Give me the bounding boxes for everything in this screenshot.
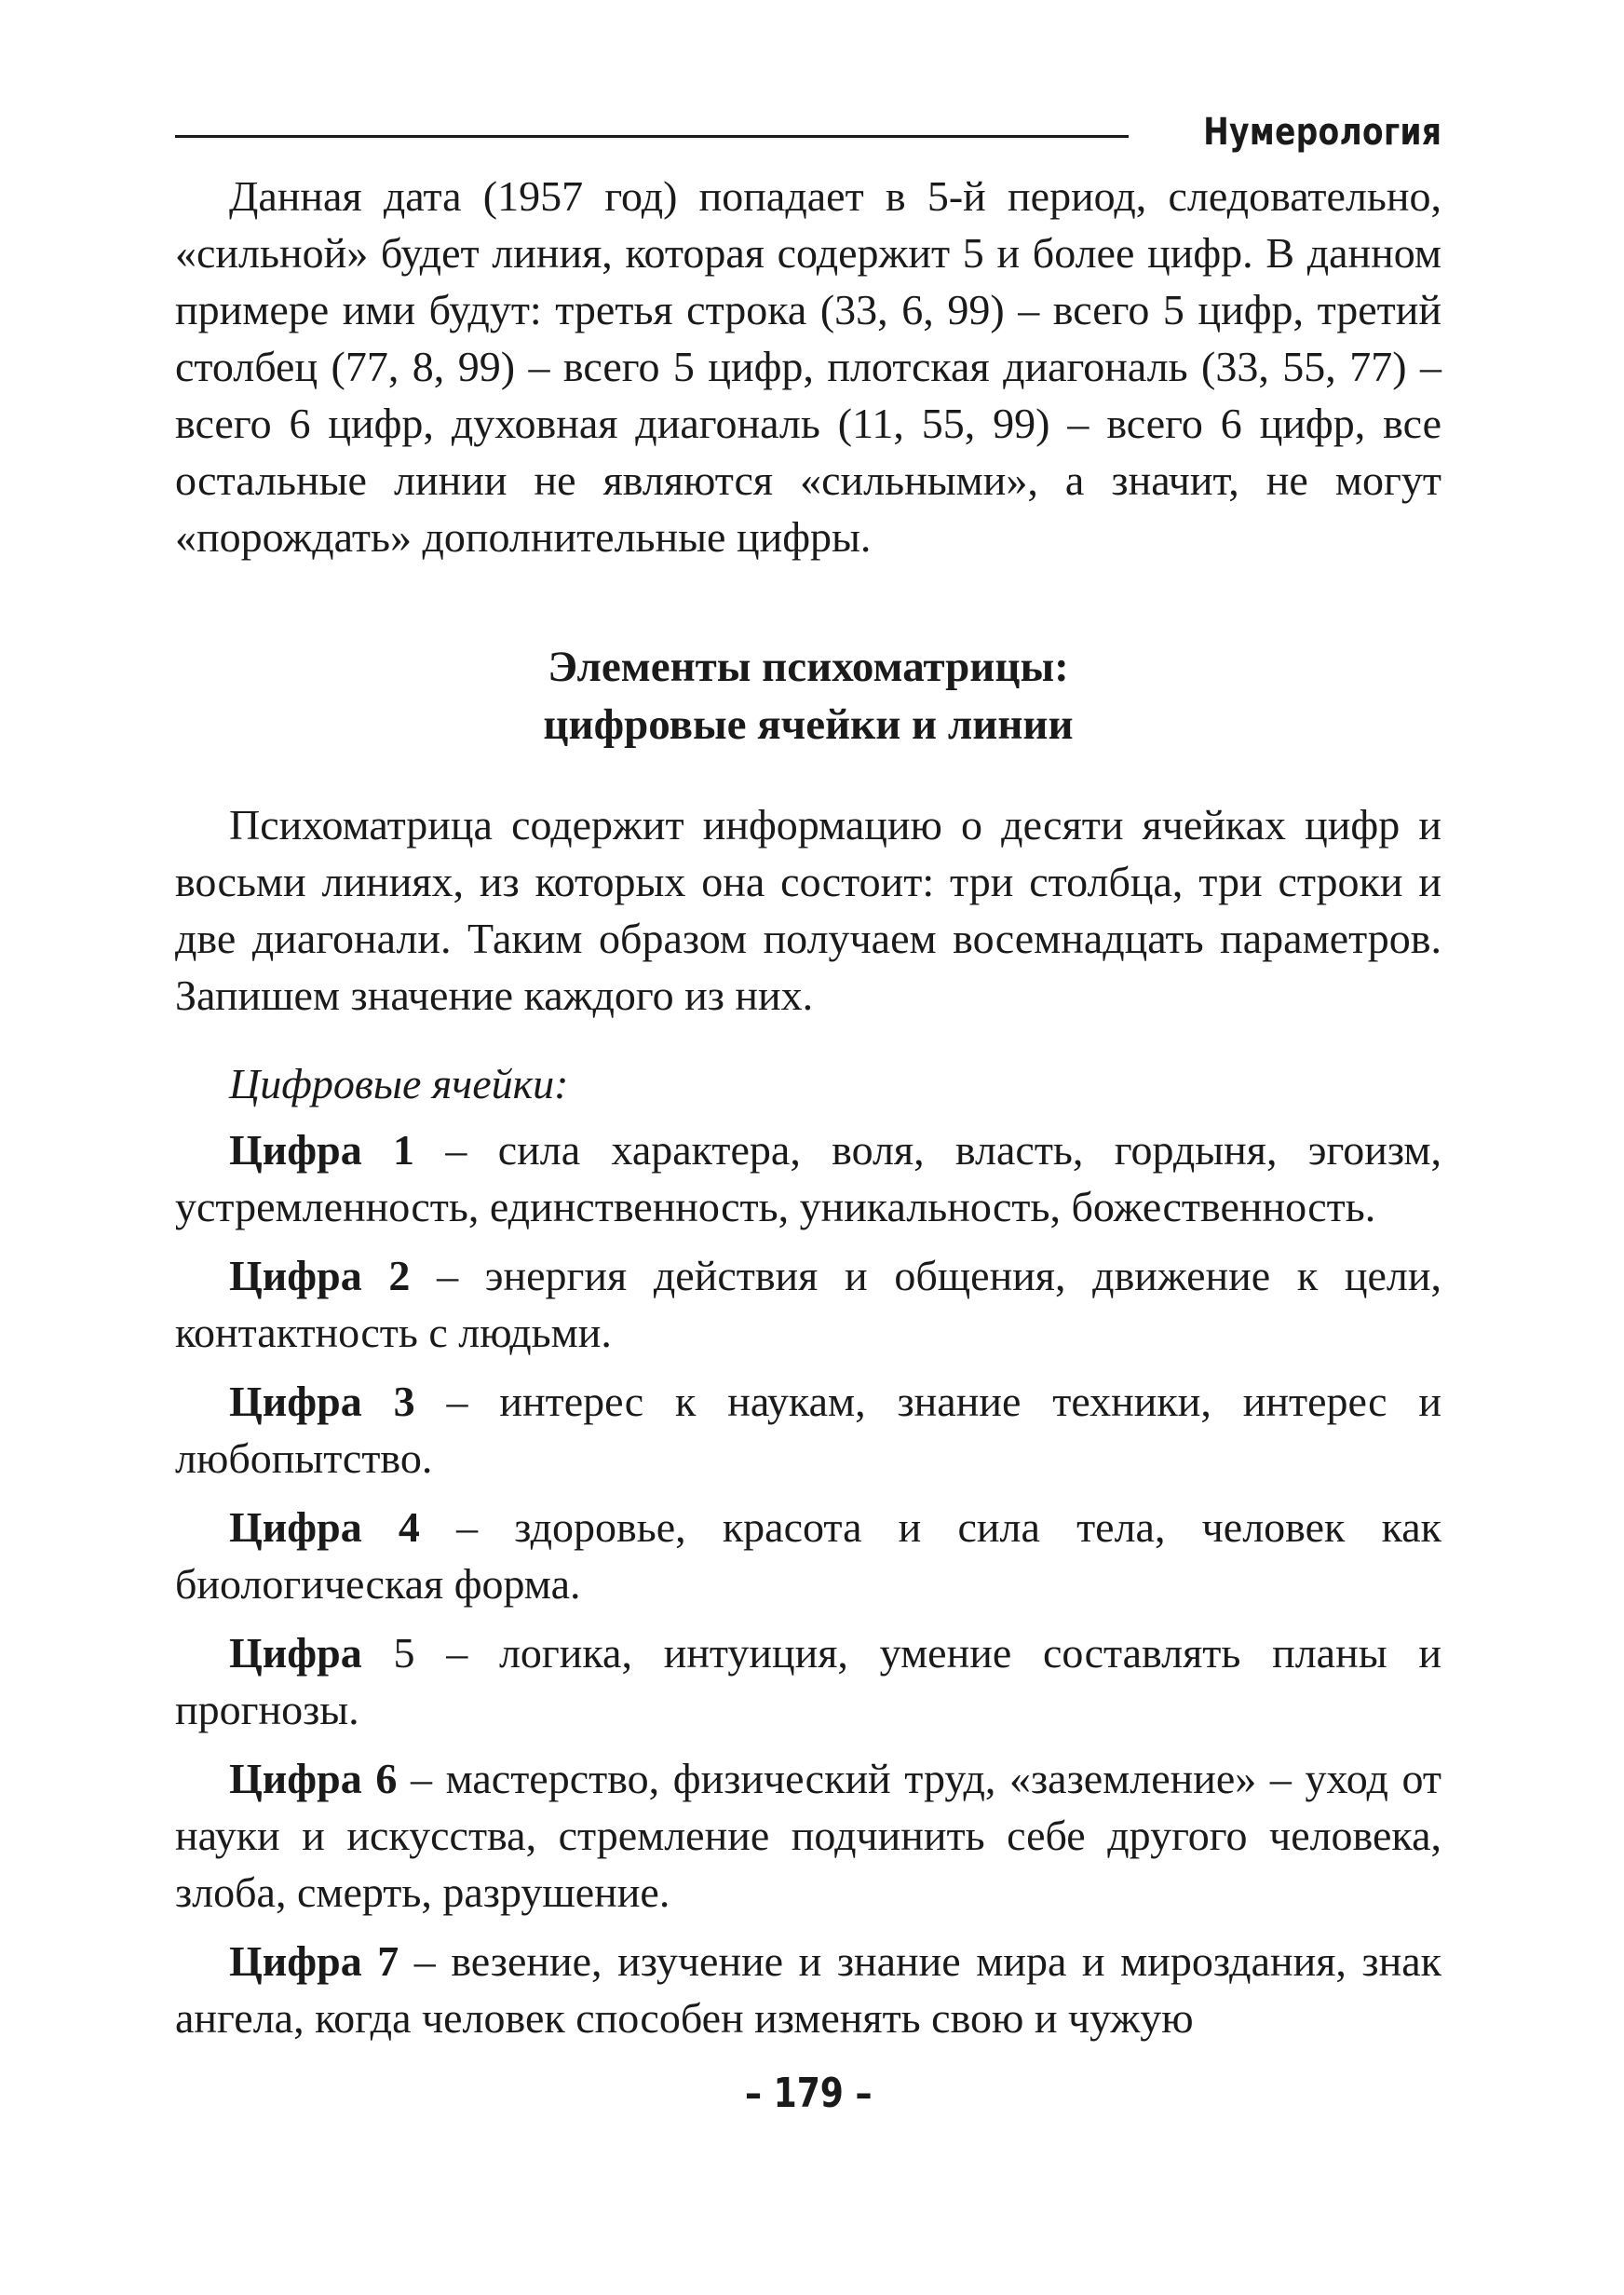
running-header [175,104,1441,160]
header-title: Нумерология [1202,111,1441,154]
digit-entry-5 [175,1624,1441,1738]
digit-entry-4 [175,1499,1441,1612]
digit-description: – здоровье, красота и сила тела, человек как биологическая форма. [175,1503,1441,1608]
section-heading [175,638,1441,754]
digit-label: Цифра [229,1629,362,1677]
digit-entry-6 [175,1750,1441,1921]
book-page [175,0,1441,2295]
digit-description: – сила характера, воля, власть, гордыня, эгоизм, устремленность, единственность, уникальность, божественность. [175,1126,1441,1230]
digit-entry-7 [175,1933,1441,2046]
page-number-text: – 179 – [744,2070,873,2117]
digit-description: – интерес к наукам, знание техники, интерес и любопытство. [175,1378,1441,1482]
digit-label: Цифра 6 [229,1755,398,1802]
digit-entry-2 [175,1247,1441,1361]
digit-description: – энергия действия и общения, движение к цели, контактность с людьми. [175,1252,1441,1356]
digit-label: Цифра 4 [229,1503,420,1551]
digit-label: Цифра 7 [229,1937,399,1985]
section-paragraph: Психоматрица содержит информацию о десяти ячейках цифр и восьми линиях, из которых она состоит: три столбца, три строки и две диагонали. Таким образом получаем восемнадцать параметров. Запишем значение каждого из них. [175,801,1441,1019]
intro-paragraph: Данная дата (1957 год) попадает в 5-й период, следовательно, «сильной» будет линия, которая содержит 5 и более цифр. В данном примере ими будут: третья строка (33, 6, 99) – всего 5 цифр, третий столбец (77, 8, 99) – всего 5 цифр, плотская диагональ (33, 55, 77) – всего 6 цифр, духовная диагональ (11, 55, 99) – всего 6 цифр, все остальные линии не являются «сильными», а значит, не могут «порождать» дополнительные цифры. [175,172,1441,561]
digit-label: Цифра 2 [229,1252,411,1299]
digit-entry-3 [175,1373,1441,1487]
section-heading-line-2: цифровые ячейки и линии [543,700,1074,749]
digit-description: – мастерство, физический труд, «заземление» – уход от науки и искусства, стремление подчинить себе другого человека, злоба, смерть, разрушение. [175,1755,1441,1916]
digit-label: Цифра 1 [229,1126,415,1174]
subheading-digit-cells: Цифровые ячейки: [229,1060,569,1107]
page-body [175,168,1441,2058]
digit-label: Цифра 3 [229,1378,415,1425]
page-number [175,2070,1441,2117]
digit-entry-1 [175,1121,1441,1235]
digit-description: – везение, изучение и знание мира и мироздания, знак ангела, когда человек способен изменять свою и чужую [175,1937,1441,2042]
section-heading-line-1: Элементы психоматрицы: [548,643,1069,691]
header-rule [175,135,1129,138]
digit-description: 5 – логика, интуиция, умение составлять планы и прогнозы. [175,1629,1441,1733]
